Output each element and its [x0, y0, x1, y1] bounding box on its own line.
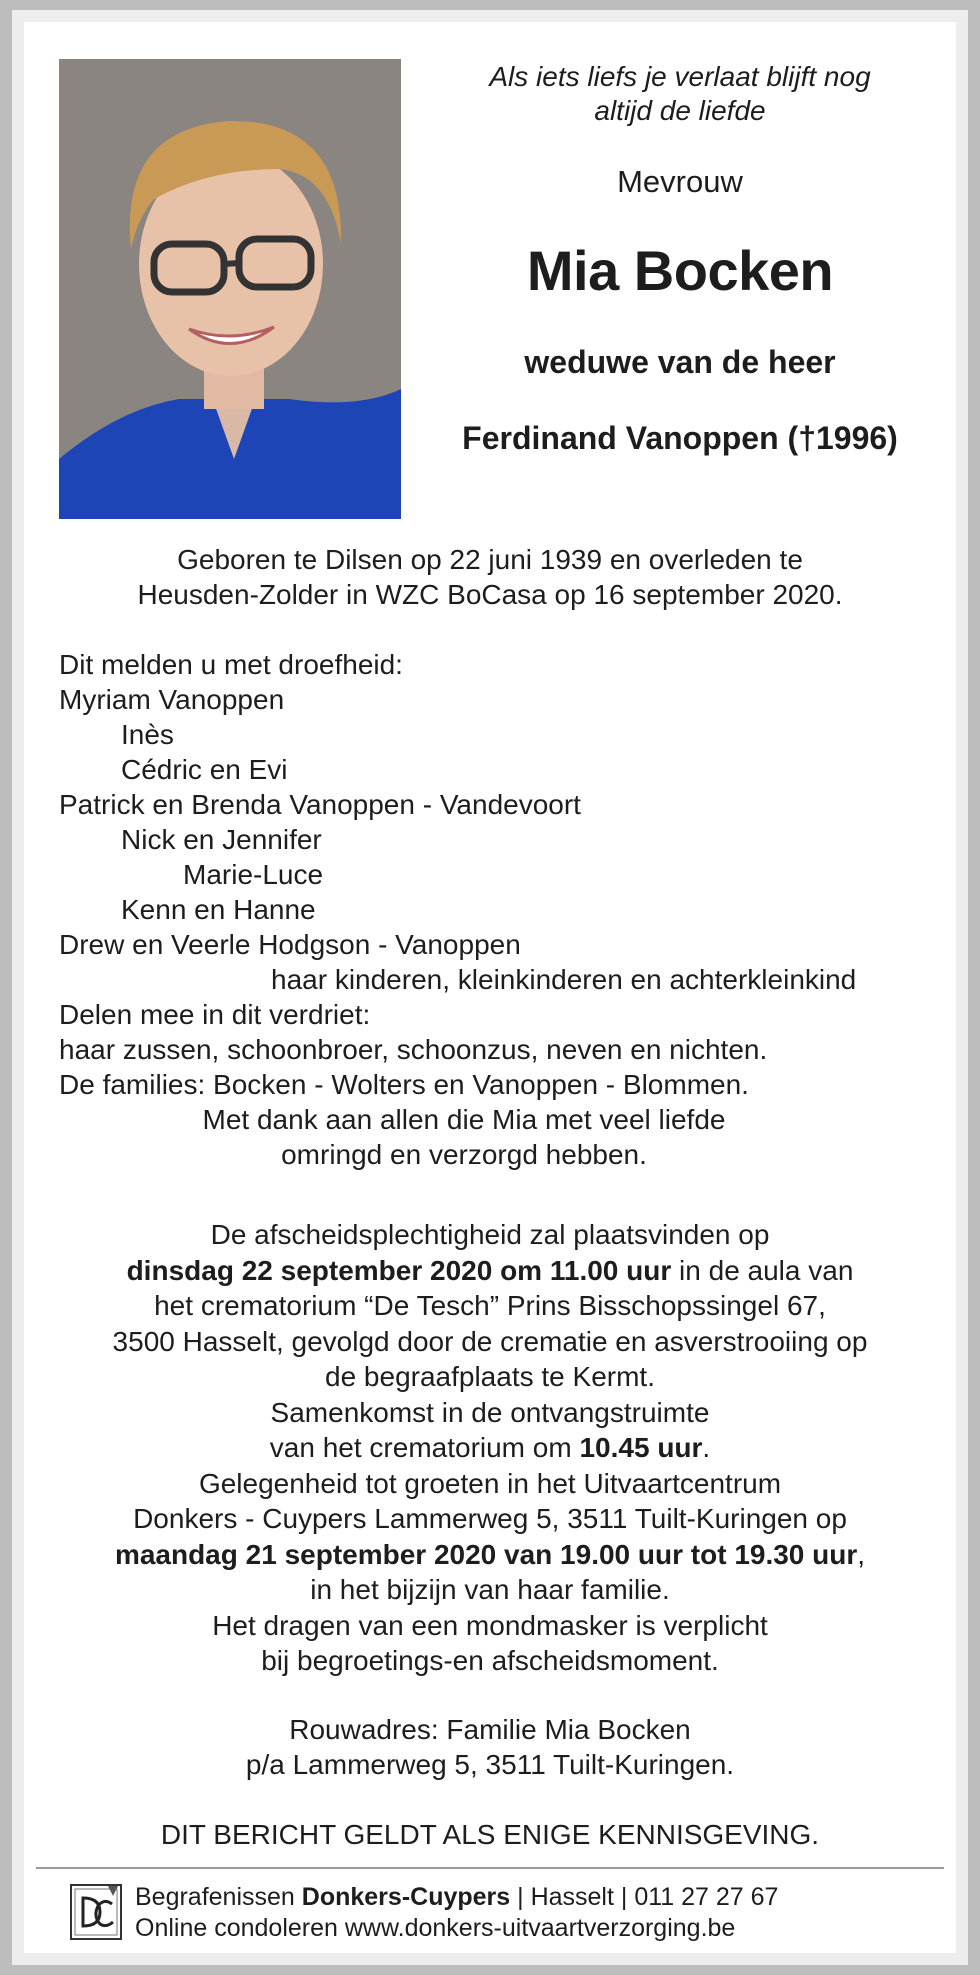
mourning-address [24, 1712, 956, 1782]
birth-line-1: Geboren te Dilsen op 22 juni 1939 en overleden te [177, 544, 803, 575]
motto-line-1: Als iets liefs je verlaat blijft nog [489, 61, 871, 92]
family-member: Cédric en Evi [121, 754, 288, 785]
ceremony-line: De afscheidsplechtigheid zal plaatsvinden op [210, 1219, 770, 1250]
footer-pre: Begrafenissen [135, 1883, 302, 1911]
footer-contact: | Hasselt | 011 27 27 67 [510, 1883, 779, 1911]
relatives: haar zussen, schoonbroer, schoonzus, neven en nichten. [59, 1034, 768, 1065]
ceremony-line: Donkers - Cuypers Lammerweg 5, 3511 Tuilt-Kuringen op [133, 1503, 847, 1534]
family-member: Kenn en Hanne [121, 894, 316, 925]
visitation-date-line [24, 1537, 956, 1573]
dc-monogram-icon [68, 1882, 124, 1942]
relation-text: weduwe van de heer [524, 344, 836, 380]
ceremony-line: Gelegenheid tot groeten in het Uitvaartcentrum [198, 1467, 782, 1499]
family-role: haar kinderen, kleinkinderen en achterkleinkind [271, 964, 857, 995]
ceremony-line: het crematorium “De Tesch” Prins Bisschopssingel 67, [154, 1290, 826, 1321]
share-intro: Delen mee in dit verdriet: [59, 999, 371, 1030]
ceremony-date: dinsdag 22 september 2020 om 11.00 uur [126, 1254, 672, 1286]
gathering-pre: van het crematorium om [269, 1432, 580, 1463]
gathering-time-line [24, 1430, 956, 1466]
gathering-post: . [702, 1432, 711, 1463]
family-member: Marie-Luce [183, 859, 324, 890]
ceremony-line: Samenkomst in de ontvangstruimte [270, 1396, 710, 1428]
company-name: Donkers-Cuypers [301, 1883, 511, 1911]
ceremony-line-rest: in de aula van [671, 1254, 854, 1286]
visitation-post: , [857, 1538, 866, 1570]
ceremony-date-line [24, 1253, 956, 1289]
family-member: Nick en Jennifer [121, 824, 322, 855]
ceremony-line: Het dragen van een mondmasker is verplicht [212, 1609, 768, 1641]
footer-line-2: Online condoleren www.donkers-uitvaartverzorging.be [135, 1914, 736, 1942]
family-member: Inès [121, 719, 174, 750]
footer-divider [36, 1867, 944, 1869]
thanks-line-2: omringd en verzorgd hebben. [281, 1139, 647, 1170]
family-member: Myriam Vanoppen [59, 684, 285, 715]
birth-line-2: Heusden-Zolder in WZC BoCasa op 16 september 2020. [137, 579, 843, 610]
footer-line-1 [135, 1882, 778, 1913]
family-intro: Dit melden u met droefheid: [59, 649, 403, 680]
birth-death-info [24, 542, 956, 612]
families: De families: Bocken - Wolters en Vanoppen - Blommen. [59, 1069, 749, 1100]
thanks-line-1: Met dank aan allen die Mia met veel liefde [202, 1104, 726, 1135]
funeral-home-footer [135, 1882, 778, 1944]
ceremony-line: bij begroetings-en afscheidsmoment. [261, 1645, 719, 1676]
address-line-2: p/a Lammerweg 5, 3511 Tuilt-Kuringen. [245, 1749, 735, 1780]
obituary-card [12, 10, 968, 1965]
deceased-name: Mia Bocken [526, 239, 834, 302]
ceremony-info [24, 1217, 956, 1679]
obituary-content [24, 22, 956, 1953]
ceremony-line: 3500 Hasselt, gevolgd door de crematie en asverstrooiing op [112, 1325, 868, 1357]
gathering-time: 10.45 uur [579, 1432, 703, 1463]
visitation-date: maandag 21 september 2020 van 19.00 uur tot 19.30 uur [114, 1538, 858, 1570]
family-member: Drew en Veerle Hodgson - Vanoppen [59, 929, 521, 960]
family-member: Patrick en Brenda Vanoppen - Vandevoort [59, 789, 581, 820]
notice: DIT BERICHT GELDT ALS ENIGE KENNISGEVING. [160, 1819, 820, 1850]
family-list [59, 647, 939, 1172]
motto-line-2: altijd de liefde [594, 95, 766, 126]
husband-name: Ferdinand Vanoppen (†1996) [462, 420, 898, 456]
ceremony-line: in het bijzijn van haar familie. [310, 1574, 670, 1605]
address-line-1: Rouwadres: Familie Mia Bocken [289, 1714, 691, 1745]
motto [414, 60, 946, 128]
ceremony-line: de begraafplaats te Kermt. [325, 1361, 655, 1392]
salutation: Mevrouw [617, 164, 743, 199]
portrait-photo [59, 59, 401, 519]
